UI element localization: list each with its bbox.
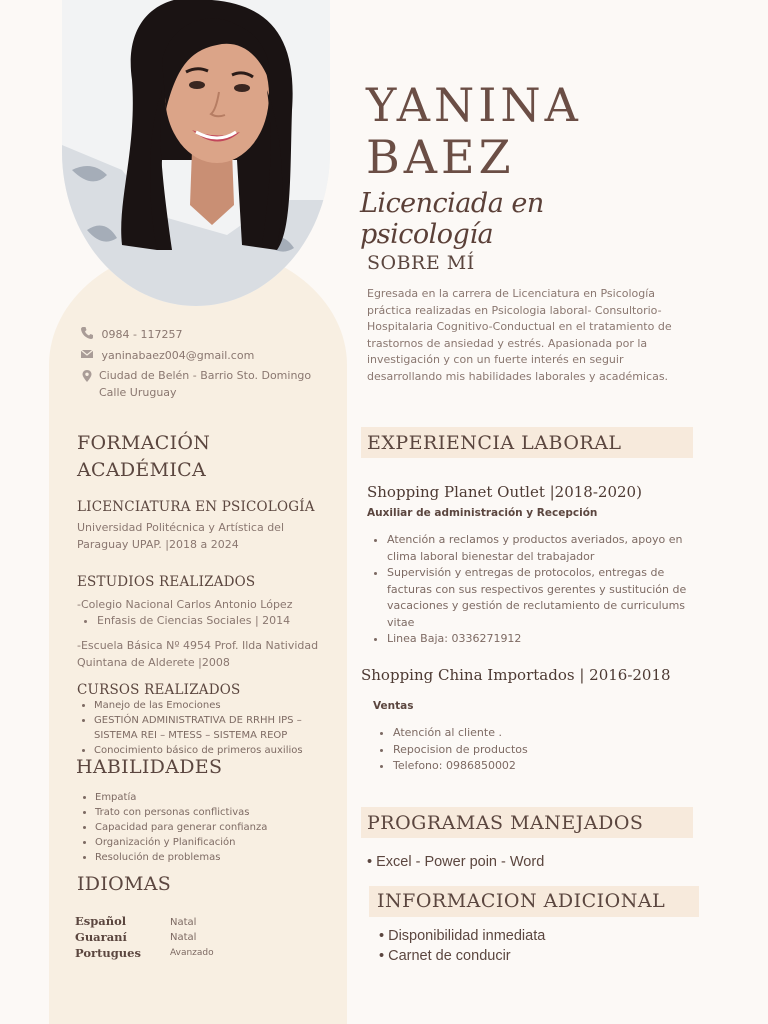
job-1-role: Auxiliar de administración y Recepción xyxy=(367,507,598,519)
courses-heading: CURSOS REALIZADOS xyxy=(77,682,241,698)
duty-item: • Supervisión y entregas de protocolos, entregas de facturas con sus respectivos gerentes y sustitución de vacaciones y gestión de reclutamiento de curriculums vitae xyxy=(387,565,705,631)
skills-heading: HABILIDADES xyxy=(76,756,223,778)
programs-text: • Excel - Power poin - Word xyxy=(367,854,545,870)
degree-title: LICENCIATURA EN PSICOLOGÍA xyxy=(77,499,315,515)
job-1-title: Shopping Planet Outlet |2018-2020) xyxy=(367,483,642,501)
school-1-bullet: • Enfasis de Ciencias Sociales | 2014 xyxy=(97,612,347,629)
skill-item: • Organización y Planificación xyxy=(95,835,345,850)
job-2-title: Shopping China Importados | 2016-2018 xyxy=(361,666,671,684)
contact-phone-row xyxy=(80,326,340,343)
skill-item: • Resolución de problemas xyxy=(95,850,345,865)
duty-item: • Atención al cliente . xyxy=(393,725,693,742)
skill-item: • Empatía xyxy=(95,790,345,805)
language-level: Natal xyxy=(170,917,197,928)
school-1-list xyxy=(80,612,347,629)
portrait-illustration xyxy=(62,0,330,306)
duty-item: • Telefono: 0986850002 xyxy=(393,758,693,775)
course-item: • GESTIÓN ADMINISTRATIVA DE RRHH IPS – SISTEMA REI – MTESS – SISTEMA REOP xyxy=(94,713,344,743)
duty-item: • Linea Baja: 0336271912 xyxy=(387,631,705,648)
job-1-duties xyxy=(367,532,705,648)
experience-heading: EXPERIENCIA LABORAL xyxy=(367,432,622,454)
course-item: • Conocimiento básico de primeros auxilios xyxy=(94,743,344,758)
education-heading: FORMACIÓN ACADÉMICA xyxy=(77,432,211,481)
first-name: YANINA xyxy=(366,78,582,132)
language-name: Español xyxy=(75,914,127,928)
phone-icon xyxy=(80,326,94,340)
duty-item: • Repocision de productos xyxy=(393,742,693,759)
programs-heading: PROGRAMAS MANEJADOS xyxy=(367,812,644,834)
school-1: -Colegio Nacional Carlos Antonio López xyxy=(77,598,293,611)
contact-email-row xyxy=(80,347,340,364)
mail-icon xyxy=(80,347,94,361)
degree-school: Universidad Politécnica y Artística del Paraguay UPAP. |2018 a 2024 xyxy=(77,521,285,551)
about-text: Egresada en la carrera de Licenciatura en Psicología práctica realizadas en Psicologia laboral- Consultorio-Hospitalaria Cognitivo-Conductual en el tratamiento de trastornos de ansiedad y estrés. Apasionada por la investigación y con un fuerte interés en seguir desarrollando mis habilidades laborales y académicas. xyxy=(367,287,672,383)
contact-phone[interactable]: 0984 - 117257 xyxy=(101,328,183,341)
skills-list xyxy=(78,790,345,865)
language-level: Natal xyxy=(170,932,197,943)
duty-item: • Atención a reclamos y productos averiados, apoyo en clima laboral bienestar del trabajador xyxy=(387,532,705,565)
language-name: Guaraní xyxy=(75,930,127,944)
courses-list xyxy=(77,698,344,758)
skill-item: • Trato con personas conflictivas xyxy=(95,805,345,820)
contact-email[interactable]: yaninabaez004@gmail.com xyxy=(101,349,255,362)
last-name: BAEZ xyxy=(366,130,515,184)
additional-heading: INFORMACION ADICIONAL xyxy=(377,890,666,912)
language-name: Portugues xyxy=(75,946,141,960)
additional-item: • Disponibilidad inmediata xyxy=(379,928,546,944)
skill-item: • Capacidad para generar confianza xyxy=(95,820,345,835)
location-pin-icon xyxy=(80,369,94,383)
language-level: Avanzado xyxy=(170,948,214,958)
job-2-role: Ventas xyxy=(373,700,414,712)
job-2-duties xyxy=(373,725,693,775)
contact-address-row xyxy=(80,367,330,401)
school-2: -Escuela Básica Nº 4954 Prof. Ilda Natividad Quintana de Alderete |2008 xyxy=(77,639,319,669)
profile-photo xyxy=(62,0,330,306)
profession-subtitle: Licenciada en psicología xyxy=(360,188,544,250)
about-heading: SOBRE MÍ xyxy=(367,252,475,274)
studies-heading: ESTUDIOS REALIZADOS xyxy=(77,574,256,590)
languages-heading: IDIOMAS xyxy=(77,873,172,895)
contact-address: Ciudad de Belén - Barrio Sto. Domingo Calle Uruguay xyxy=(99,369,312,399)
additional-item: • Carnet de conducir xyxy=(379,948,511,964)
course-item: • Manejo de las Emociones xyxy=(94,698,344,713)
